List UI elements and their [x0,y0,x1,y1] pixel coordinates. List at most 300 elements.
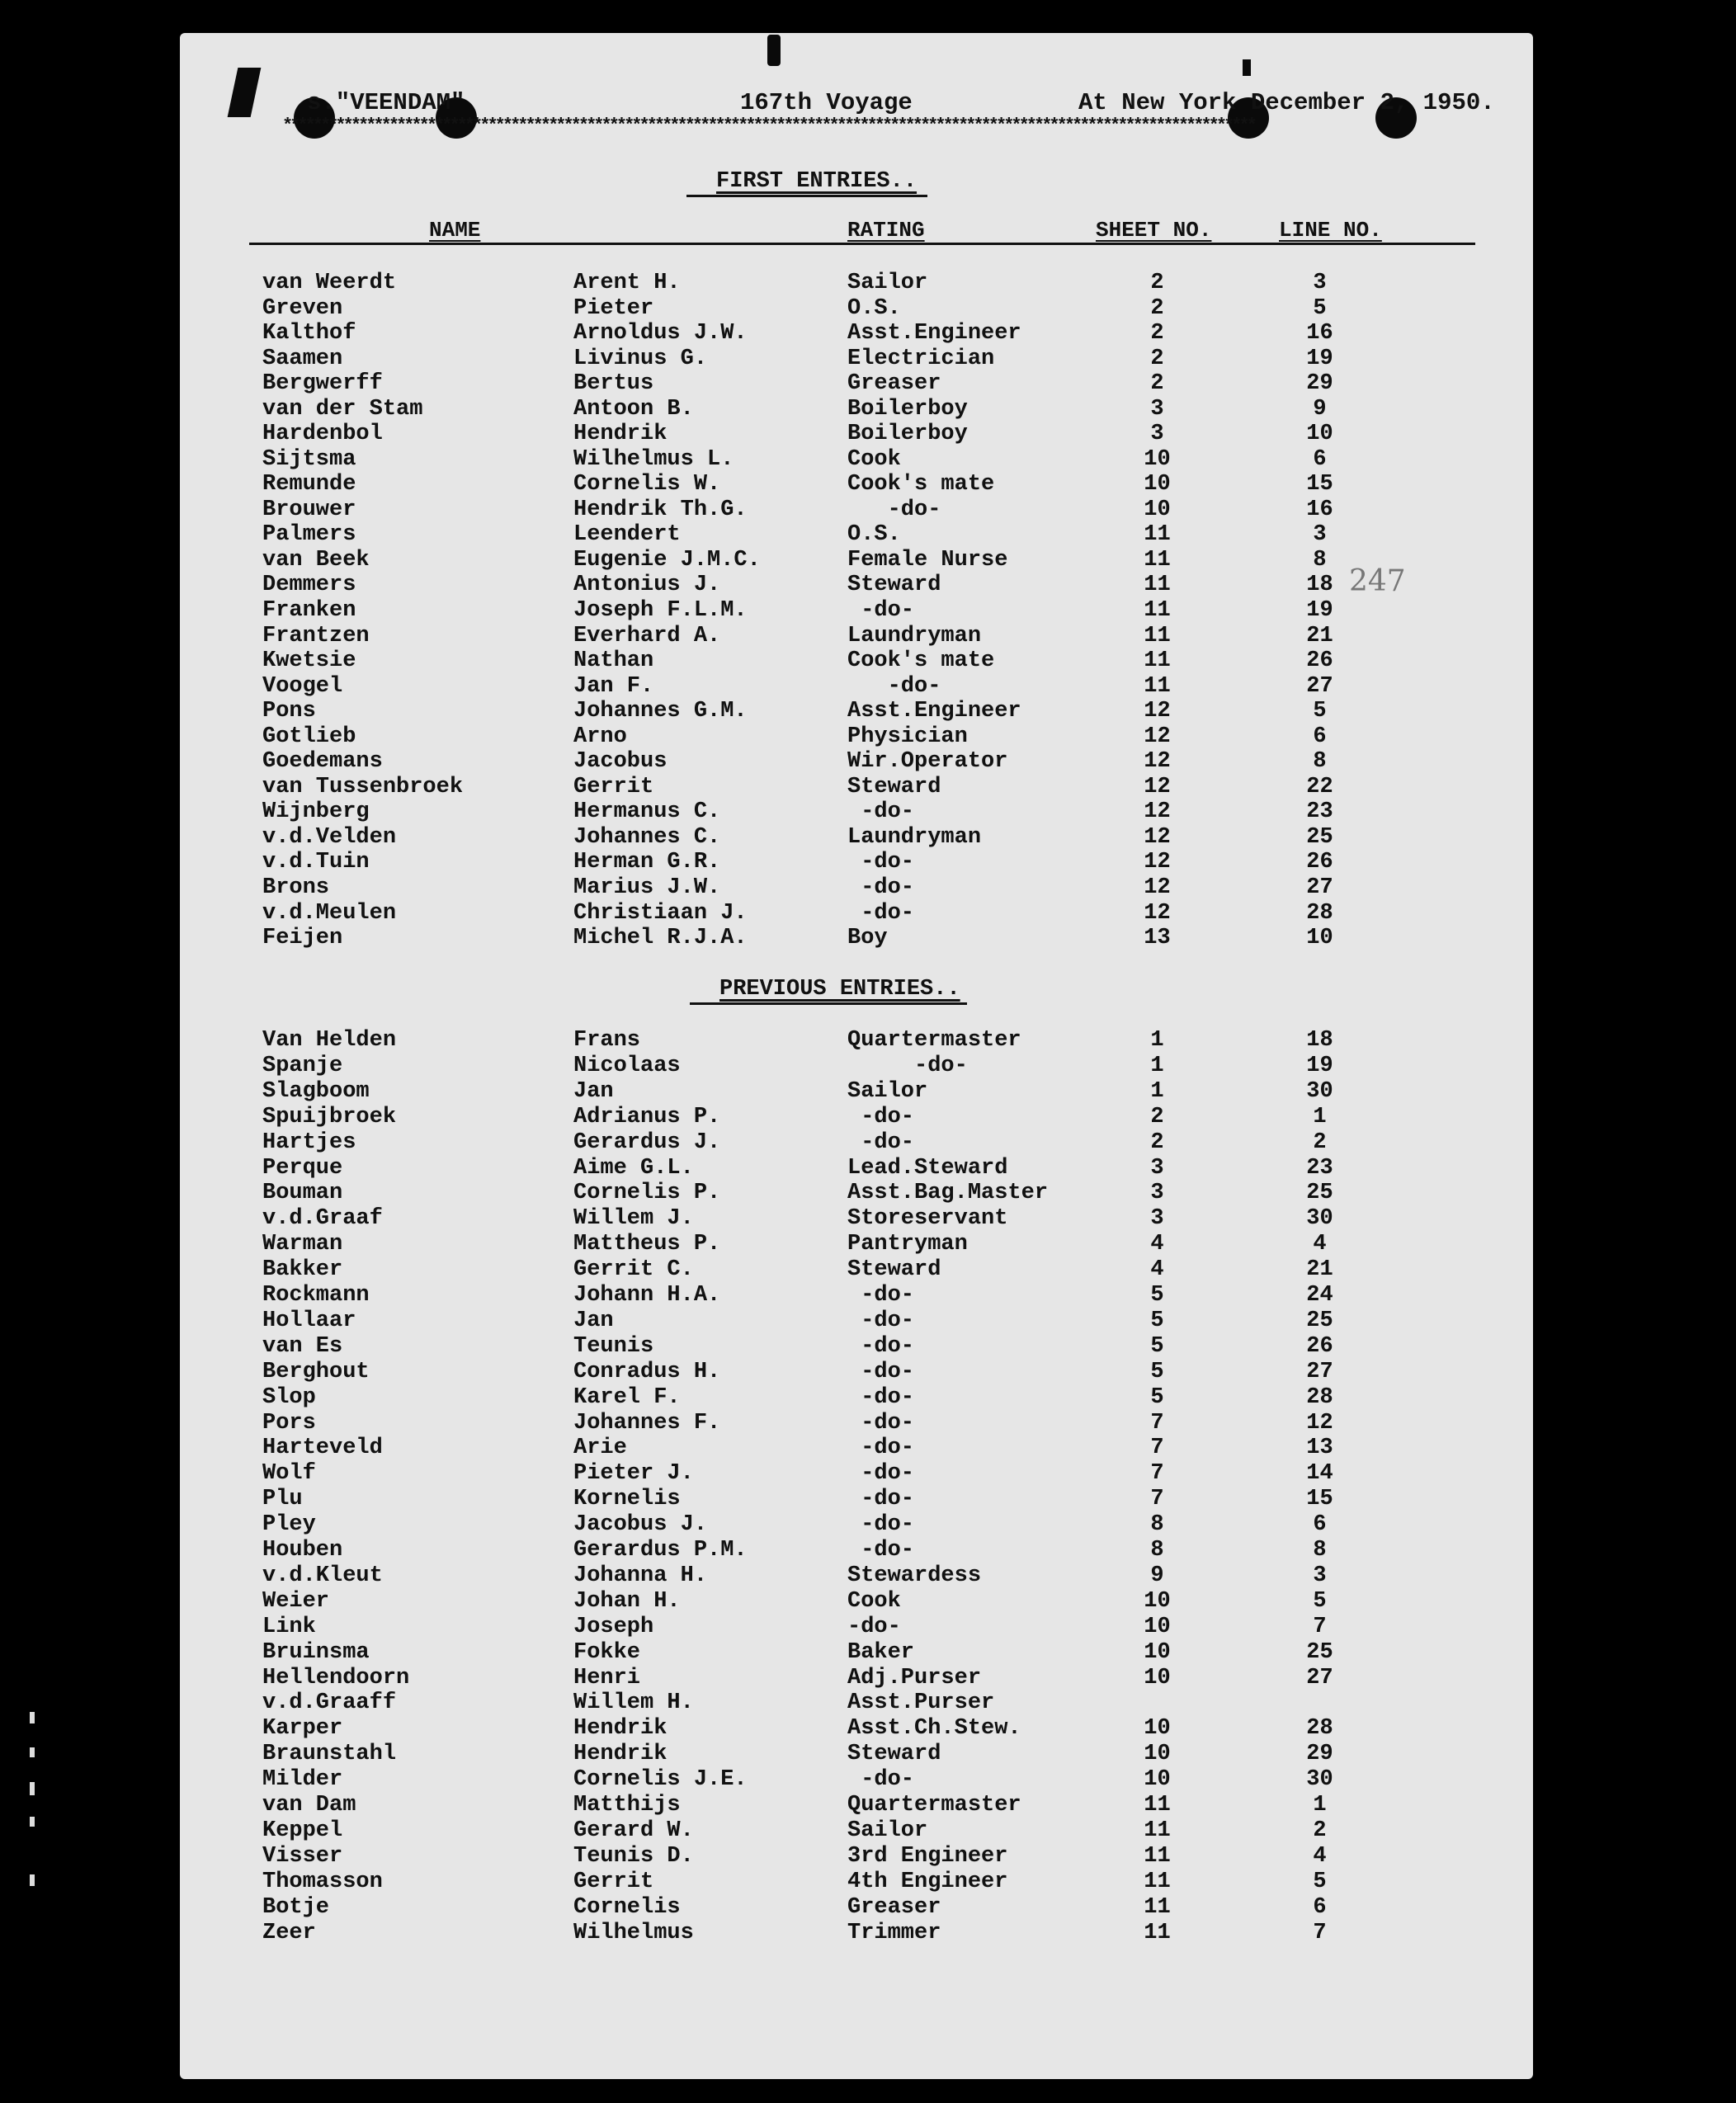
cell-given: Johannes C. [573,824,721,850]
table-row [0,749,1736,775]
cell-rating: Boilerboy [847,422,968,447]
cell-rating: -do- [847,1512,915,1538]
cell-rating: Electrician [847,346,995,371]
cell-sheet: 11 [1144,673,1171,699]
cell-given: Bertus [573,371,654,397]
cell-surname: Wijnberg [262,799,370,825]
cell-rating: Female Nurse [847,547,1008,573]
cell-surname: Frantzen [262,623,370,648]
cell-surname: Van Helden [262,1028,397,1053]
cell-rating: -do- [847,1333,915,1359]
cell-rating: Baker [847,1639,915,1665]
col-sheet: SHEET NO. [1096,218,1212,243]
cell-sheet: 1 [1150,1078,1164,1104]
cell-rating: -do- [847,1410,915,1436]
table-row [0,1895,1736,1921]
cell-rating: -do- [847,850,915,875]
cell-given: Jan [573,1078,614,1104]
cell-given: Frans [573,1028,641,1053]
cell-surname: Pors [262,1410,316,1436]
cell-given: Henri [573,1665,641,1690]
cell-given: Johanna H. [573,1563,708,1588]
cell-surname: Bergwerff [262,371,383,397]
table-row [0,1589,1736,1615]
table-row [0,1615,1736,1640]
cell-given: Gerrit [573,774,654,799]
cell-line: 2 [1313,1129,1327,1155]
ink-blot [767,35,781,66]
cell-line: 27 [1306,673,1333,699]
cell-surname: Braunstahl [262,1742,397,1767]
cell-given: Pieter J. [573,1461,694,1487]
cell-sheet: 2 [1150,346,1164,371]
cell-surname: Pons [262,699,316,724]
cell-rating: 4th Engineer [847,1869,1008,1894]
cell-surname: Hardenbol [262,422,383,447]
cell-rating: Trimmer [847,1920,941,1945]
table-row [0,296,1736,322]
cell-rating: Boilerboy [847,396,968,422]
cell-sheet: 11 [1144,1843,1171,1869]
cell-surname: Kalthof [262,321,356,347]
cell-sheet: 2 [1150,371,1164,397]
cell-sheet: 12 [1144,699,1171,724]
table-row [0,1436,1736,1461]
cell-line: 23 [1306,1155,1333,1181]
table-row [0,1181,1736,1206]
cell-surname: van Dam [262,1793,356,1818]
cell-surname: Keppel [262,1818,343,1843]
cell-surname: Wolf [262,1461,316,1487]
cell-sheet: 2 [1150,271,1164,295]
table-row [0,901,1736,927]
cell-rating: -do- [847,1538,915,1563]
cell-line: 25 [1306,1308,1333,1333]
cell-given: Conradus H. [573,1359,721,1384]
cell-sheet: 1 [1150,1053,1164,1078]
cell-line: 16 [1306,321,1333,347]
cell-sheet: 9 [1150,1563,1164,1588]
cell-sheet: 2 [1150,295,1164,321]
cell-rating: -do- [847,1461,915,1487]
cell-surname: Bruinsma [262,1639,370,1665]
cell-line: 3 [1313,1563,1327,1588]
table-row [0,724,1736,750]
cell-surname: Brons [262,875,330,900]
cell-sheet: 10 [1144,446,1171,472]
cell-rating: Steward [847,1257,941,1283]
cell-rating: Quartermaster [847,1028,1021,1053]
cell-rating: Cook [847,446,901,472]
table-row [0,1793,1736,1818]
table-row [0,271,1736,296]
cell-line: 3 [1313,522,1327,548]
table-row [0,1538,1736,1563]
cell-sheet: 3 [1150,396,1164,422]
cell-surname: Spuijbroek [262,1104,397,1129]
cell-line: 3 [1313,271,1327,295]
table-row [0,598,1736,624]
cell-surname: v.d.Kleut [262,1563,383,1588]
cell-rating: Quartermaster [847,1793,1021,1818]
cell-sheet: 11 [1144,1793,1171,1818]
cell-sheet: 13 [1144,926,1171,951]
table-row [0,347,1736,372]
cell-given: Jacobus J. [573,1512,708,1538]
cell-surname: v.d.Meulen [262,900,397,926]
cell-given: Hendrik [573,1716,668,1742]
cell-sheet: 11 [1144,1818,1171,1843]
cell-surname: Thomasson [262,1869,383,1894]
cell-line: 4 [1313,1232,1327,1257]
cell-given: Matthijs [573,1793,681,1818]
cell-rating: Steward [847,1742,941,1767]
place-date: At New York December 2, 1950. [1078,89,1495,116]
cell-surname: Houben [262,1538,343,1563]
table-row [0,472,1736,497]
cell-given: Nicolaas [573,1053,681,1078]
cell-given: Gerard W. [573,1818,694,1843]
cell-rating: -do- [847,1283,915,1308]
cell-sheet: 3 [1150,1206,1164,1232]
cell-line: 8 [1313,547,1327,573]
cell-surname: Kwetsie [262,648,356,674]
table-row [0,1640,1736,1666]
cell-line: 8 [1313,749,1327,775]
table-row [0,1818,1736,1844]
cell-line: 9 [1313,396,1327,422]
cell-rating: -do- [847,1767,915,1793]
cell-line: 8 [1313,1538,1327,1563]
cell-rating: Storeservant [847,1206,1008,1232]
column-rule [249,243,1475,245]
cell-given: Gerrit [573,1869,654,1894]
cell-rating: -do- [847,673,941,699]
cell-rating: Asst.Bag.Master [847,1181,1049,1206]
cell-line: 7 [1313,1920,1327,1945]
cell-rating: 3rd Engineer [847,1843,1008,1869]
cell-line: 24 [1306,1283,1333,1308]
cell-line: 18 [1306,1028,1333,1053]
cell-sheet: 10 [1144,1716,1171,1742]
table-row [0,422,1736,447]
cell-rating: Boy [847,926,888,951]
cell-rating: -do- [847,900,915,926]
cell-rating: Sailor [847,1818,928,1843]
cell-given: Arie [573,1436,627,1461]
cell-sheet: 11 [1144,598,1171,624]
cell-rating: Steward [847,573,941,598]
cell-line: 28 [1306,1716,1333,1742]
cell-sheet: 10 [1144,1639,1171,1665]
table-row [0,1105,1736,1130]
cell-given: Wilhelmus L. [573,446,734,472]
cell-sheet: 4 [1150,1232,1164,1257]
cell-line: 5 [1313,295,1327,321]
table-row [0,699,1736,724]
cell-line: 15 [1306,1487,1333,1512]
table-row [0,1921,1736,1946]
cell-line: 18 [1306,573,1333,598]
cell-surname: Rockmann [262,1283,370,1308]
cell-sheet: 5 [1150,1359,1164,1384]
section-underline [686,195,927,197]
voyage-number: 167th Voyage [740,89,913,116]
cell-given: Everhard A. [573,623,721,648]
star-divider: ******************************************************************************************************************************** [282,116,1254,132]
cell-surname: Zeer [262,1920,316,1945]
cell-sheet: 11 [1144,573,1171,598]
cell-sheet: 12 [1144,824,1171,850]
cell-given: Jan F. [573,673,654,699]
cell-rating: -do- [847,1487,915,1512]
cell-given: Arnoldus J.W. [573,321,748,347]
table-row [0,1563,1736,1589]
cell-line: 12 [1306,1410,1333,1436]
cell-sheet: 12 [1144,799,1171,825]
cell-sheet: 2 [1150,321,1164,347]
cell-rating: Adj.Purser [847,1665,982,1690]
cell-sheet: 5 [1150,1333,1164,1359]
cell-given: Hendrik Th.G. [573,497,748,522]
cell-given: Willem J. [573,1206,694,1232]
cell-rating: -do- [847,1359,915,1384]
cell-surname: Link [262,1614,316,1639]
table-row [0,674,1736,700]
cell-surname: Weier [262,1588,330,1614]
cell-surname: v.d.Velden [262,824,397,850]
cell-sheet: 11 [1144,623,1171,648]
cell-sheet: 2 [1150,1104,1164,1129]
table-row [0,1054,1736,1079]
cell-rating: Asst.Engineer [847,321,1021,347]
table-row [0,1870,1736,1895]
cell-rating: Asst.Engineer [847,699,1021,724]
table-row [0,1666,1736,1691]
cell-rating: -do- [847,598,915,624]
cell-given: Johann H.A. [573,1283,721,1308]
cell-sheet: 12 [1144,875,1171,900]
table-row [0,1716,1736,1742]
table-row [0,1283,1736,1308]
cell-line: 4 [1313,1843,1327,1869]
cell-given: Hendrik [573,422,668,447]
cell-surname: van Beek [262,547,370,573]
cell-sheet: 11 [1144,1920,1171,1945]
cell-line: 19 [1306,346,1333,371]
cell-given: Herman G.R. [573,850,721,875]
cell-surname: Berghout [262,1359,370,1384]
cell-surname: v.d.Tuin [262,850,370,875]
cell-sheet: 7 [1150,1410,1164,1436]
cell-line: 6 [1313,446,1327,472]
cell-sheet: 10 [1144,497,1171,522]
cell-line: 2 [1313,1818,1327,1843]
cell-rating: O.S. [847,522,901,548]
cell-line: 1 [1313,1793,1327,1818]
table-row [0,1206,1736,1232]
cell-rating: Asst.Ch.Stew. [847,1716,1021,1742]
cell-surname: Palmers [262,522,356,548]
table-row [0,1130,1736,1156]
cell-given: Johan H. [573,1588,681,1614]
cell-rating: -do- [847,799,915,825]
table-row [0,850,1736,875]
cell-given: Karel F. [573,1384,681,1410]
table-row [0,1028,1736,1054]
cell-line: 25 [1306,1639,1333,1665]
table-row [0,1385,1736,1411]
cell-given: Antonius J. [573,573,721,598]
cell-given: Cornelis W. [573,472,721,497]
cell-rating: Pantryman [847,1232,968,1257]
cell-rating: Greaser [847,371,941,397]
cell-rating: Cook's mate [847,648,995,674]
cell-surname: van Weerdt [262,271,397,295]
cell-sheet: 5 [1150,1308,1164,1333]
col-name: NAME [429,218,481,243]
cell-line: 21 [1306,1257,1333,1283]
cell-line: 5 [1313,699,1327,724]
cell-rating: Physician [847,724,968,749]
cell-line: 6 [1313,1512,1327,1538]
cell-surname: Remunde [262,472,356,497]
table-row [0,1411,1736,1436]
cell-sheet: 10 [1144,1767,1171,1793]
cell-line: 14 [1306,1461,1333,1487]
cell-given: Joseph F.L.M. [573,598,748,624]
cell-rating: -do- [847,875,915,900]
cell-given: Pieter [573,295,654,321]
cell-sheet: 3 [1150,1181,1164,1206]
cell-line: 5 [1313,1869,1327,1894]
cell-given: Cornelis J.E. [573,1767,748,1793]
cell-line: 1 [1313,1104,1327,1129]
cell-rating: Stewardess [847,1563,982,1588]
table-row [0,1334,1736,1360]
table-row [0,825,1736,851]
cell-surname: Slagboom [262,1078,370,1104]
cell-rating: -do- [847,1614,901,1639]
table-row [0,799,1736,825]
cell-sheet: 12 [1144,850,1171,875]
table-row [0,1232,1736,1257]
cell-surname: van der Stam [262,396,423,422]
table-row [0,371,1736,397]
cell-sheet: 12 [1144,900,1171,926]
cell-sheet: 11 [1144,1869,1171,1894]
cell-sheet: 11 [1144,1894,1171,1920]
table-row [0,397,1736,422]
cell-given: Johannes F. [573,1410,721,1436]
cell-line: 28 [1306,900,1333,926]
cell-given: Livinus G. [573,346,708,371]
cell-given: Fokke [573,1639,641,1665]
table-row [0,624,1736,649]
cell-line: 25 [1306,824,1333,850]
previous-entries-title: PREVIOUS ENTRIES.. [719,977,960,1002]
table-row [0,1360,1736,1385]
cell-line: 10 [1306,926,1333,951]
cell-given: Arno [573,724,627,749]
cell-given: Eugenie J.M.C. [573,547,761,573]
cell-rating: -do- [847,1129,915,1155]
table-row [0,775,1736,800]
table-row [0,1742,1736,1767]
table-row [0,1461,1736,1487]
cell-surname: Bakker [262,1257,343,1283]
cell-given: Hendrik [573,1742,668,1767]
cell-surname: Franken [262,598,356,624]
table-row [0,573,1736,598]
table-row [0,1844,1736,1870]
cell-given: Christiaan J. [573,900,748,926]
cell-surname: Brouwer [262,497,356,522]
cell-sheet: 7 [1150,1461,1164,1487]
cell-line: 25 [1306,1181,1333,1206]
cell-rating: Cook's mate [847,472,995,497]
cell-surname: Harteveld [262,1436,383,1461]
table-row [0,1156,1736,1181]
table-row [0,548,1736,573]
cell-given: Wilhelmus [573,1920,694,1945]
cell-line: 27 [1306,1665,1333,1690]
cell-line: 19 [1306,598,1333,624]
cell-line: 7 [1313,1614,1327,1639]
cell-line: 23 [1306,799,1333,825]
cell-surname: Milder [262,1767,343,1793]
cell-rating: -do- [847,1053,968,1078]
cell-given: Leendert [573,522,681,548]
cell-line: 6 [1313,1894,1327,1920]
table-row [0,497,1736,523]
cell-line: 10 [1306,422,1333,447]
cell-line: 30 [1306,1078,1333,1104]
cell-surname: Hollaar [262,1308,356,1333]
cell-line: 21 [1306,623,1333,648]
cell-line: 26 [1306,850,1333,875]
cell-line: 30 [1306,1206,1333,1232]
cell-given: Antoon B. [573,396,694,422]
cell-sheet: 7 [1150,1436,1164,1461]
cell-sheet: 2 [1150,1129,1164,1155]
cell-rating: -do- [847,1384,915,1410]
cell-given: Arent H. [573,271,681,295]
cell-sheet: 10 [1144,1665,1171,1690]
table-row [0,1308,1736,1334]
cell-surname: Perque [262,1155,343,1181]
cell-line: 22 [1306,774,1333,799]
table-row [0,522,1736,548]
cell-sheet: 10 [1144,1614,1171,1639]
cell-surname: Sijtsma [262,446,356,472]
cell-sheet: 10 [1144,472,1171,497]
cell-rating: -do- [847,1436,915,1461]
cell-given: Jacobus [573,749,668,775]
cell-given: Aime G.L. [573,1155,694,1181]
cell-line: 16 [1306,497,1333,522]
cell-line: 27 [1306,1359,1333,1384]
cell-rating: Sailor [847,1078,928,1104]
cell-given: Gerardus J. [573,1129,721,1155]
cell-given: Nathan [573,648,654,674]
cell-given: Gerrit C. [573,1257,694,1283]
cell-surname: v.d.Graaf [262,1206,383,1232]
table-row [0,1512,1736,1538]
cell-given: Cornelis P. [573,1181,721,1206]
cell-rating: Asst.Purser [847,1690,995,1716]
cell-sheet: 3 [1150,422,1164,447]
